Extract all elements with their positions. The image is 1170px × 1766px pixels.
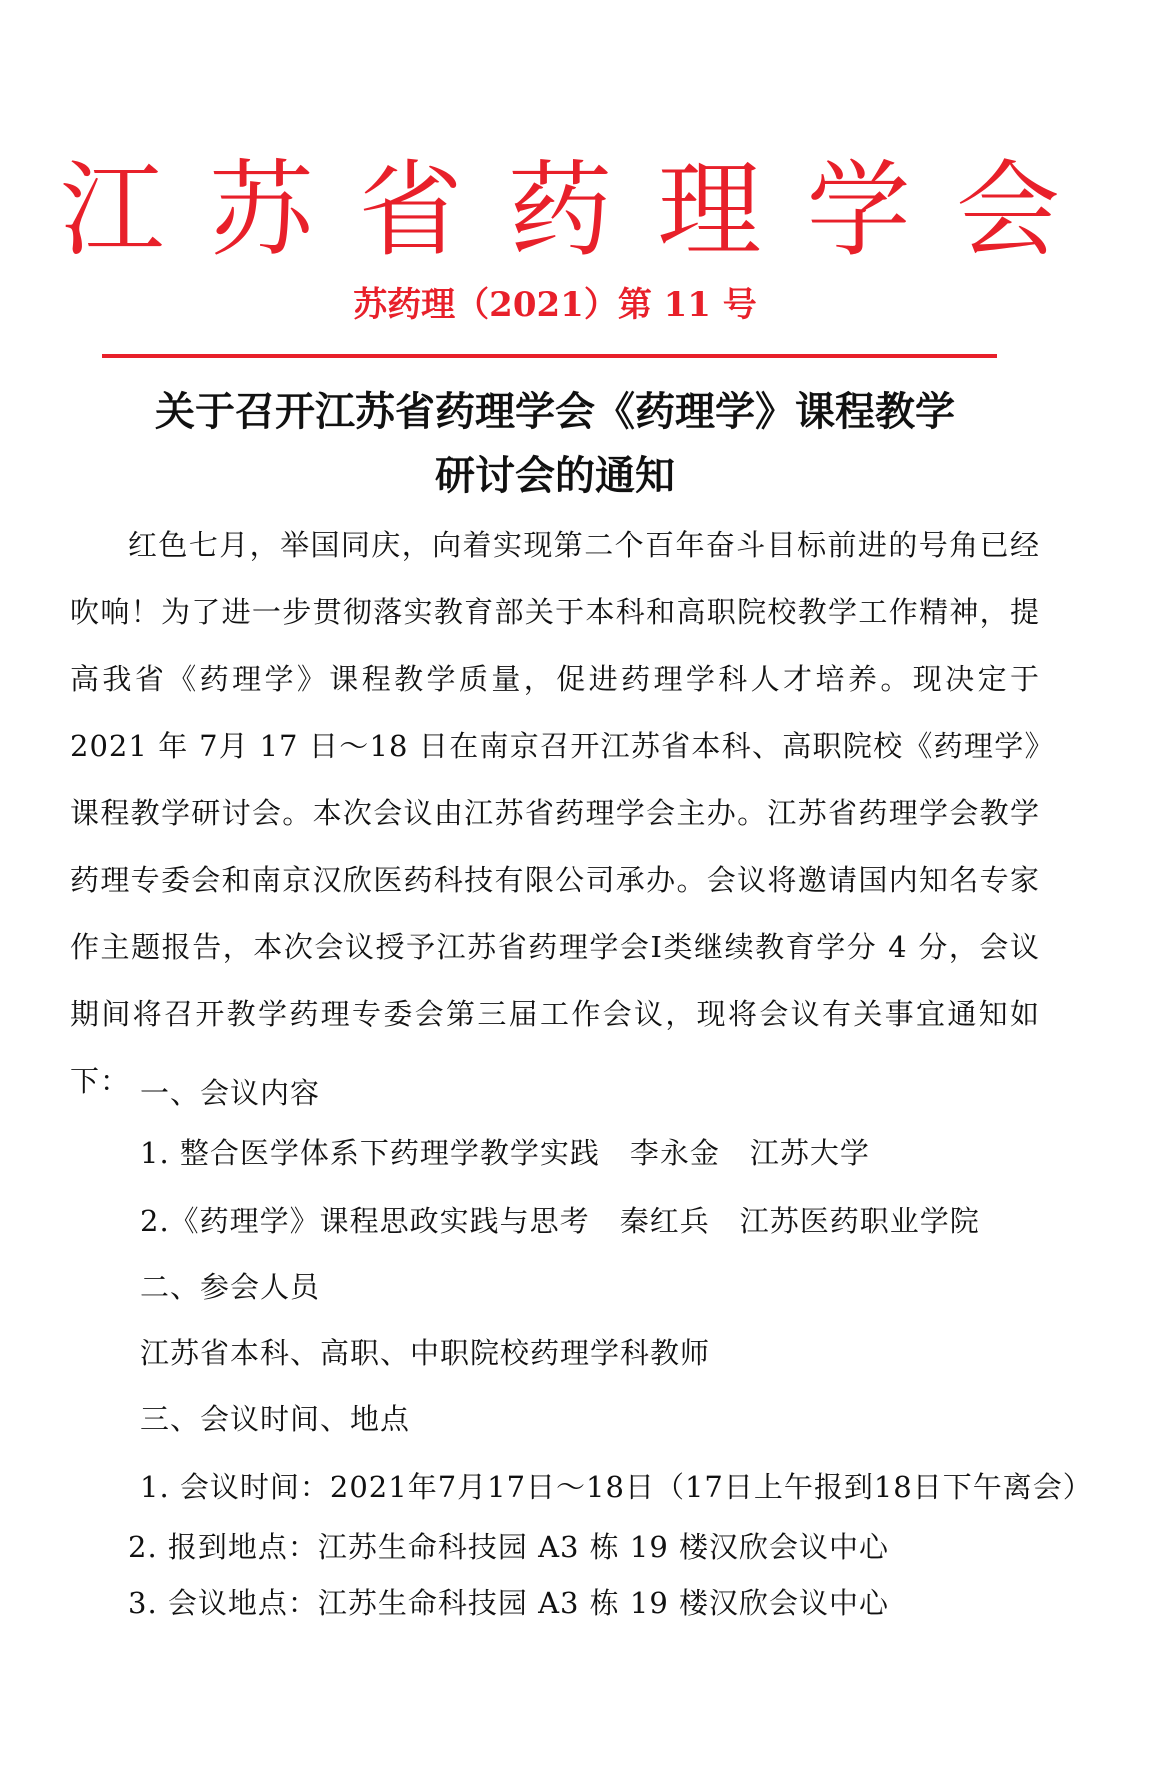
org-char: 会 — [955, 149, 1060, 271]
time-place-item-3: 3. 会议地点：江苏生命科技园 A3 栋 19 楼汉欣会议中心 — [128, 1586, 890, 1620]
org-char: 药 — [507, 149, 612, 271]
agenda-item-1 — [140, 1128, 870, 1178]
agenda-item-topic: 整合医学体系下药理学教学实践 — [179, 1136, 600, 1170]
organization-name — [60, 140, 1060, 280]
org-char: 理 — [657, 149, 762, 271]
org-char: 苏 — [209, 149, 314, 271]
org-char: 江 — [60, 149, 165, 271]
section-1-heading: 一、会议内容 — [140, 1076, 321, 1110]
agenda-item-org: 江苏大学 — [749, 1136, 870, 1170]
agenda-item-number: 1. — [140, 1136, 180, 1170]
agenda-item-speaker: 秦红兵 — [619, 1204, 710, 1238]
document-number: 苏药理（2021）第 11 号 — [353, 285, 757, 325]
agenda-item-2 — [140, 1196, 980, 1246]
participants-text: 江苏省本科、高职、中职院校药理学科教师 — [140, 1336, 711, 1370]
agenda-item-number: 2. — [140, 1204, 170, 1238]
agenda-item-topic: 《药理学》课程思政实践与思考 — [169, 1204, 590, 1238]
title-line-1: 关于召开江苏省药理学会《药理学》课程教学 — [155, 388, 955, 435]
agenda-item-speaker: 李永金 — [629, 1136, 720, 1170]
title-line-2: 研讨会的通知 — [435, 452, 675, 499]
intro-paragraph: 红色七月，举国同庆，向着实现第二个百年奋斗目标前进的号角已经吹响！为了进一步贯彻落实教育部关于本科和高职院校教学工作精神，提高我省《药理学》课程教学质量，促进药理学科人才培养。现决定于 2021 年 7月 17 日～18 日在南京召开江苏省本科、高职院校《药理学》课程教学研讨会。本次会议由江苏省药理学会主办。江苏省药理学会教学药理专委会和南京汉欣医药科技有限公司承办。会议将邀请国内知名专家作主题报告，本次会议授予江苏省药理学会Ⅰ类继续教育学分 4 分，会议期间将召开教学药理专委会第三届工作会议，现将会议有关事宜通知如下： — [70, 528, 1040, 1098]
section-3-heading: 三、会议时间、地点 — [140, 1402, 411, 1436]
org-char: 学 — [806, 149, 911, 271]
section-2-heading: 二、参会人员 — [140, 1270, 321, 1304]
red-divider — [102, 354, 997, 358]
time-place-item-2: 2. 报到地点：江苏生命科技园 A3 栋 19 楼汉欣会议中心 — [128, 1530, 890, 1564]
time-place-item-1: 1. 会议时间：2021年7月17日～18日（17日上午报到18日下午离会） — [140, 1470, 1093, 1504]
notice-title — [0, 380, 1110, 508]
org-char: 省 — [358, 149, 463, 271]
agenda-item-org: 江苏医药职业学院 — [739, 1204, 980, 1238]
